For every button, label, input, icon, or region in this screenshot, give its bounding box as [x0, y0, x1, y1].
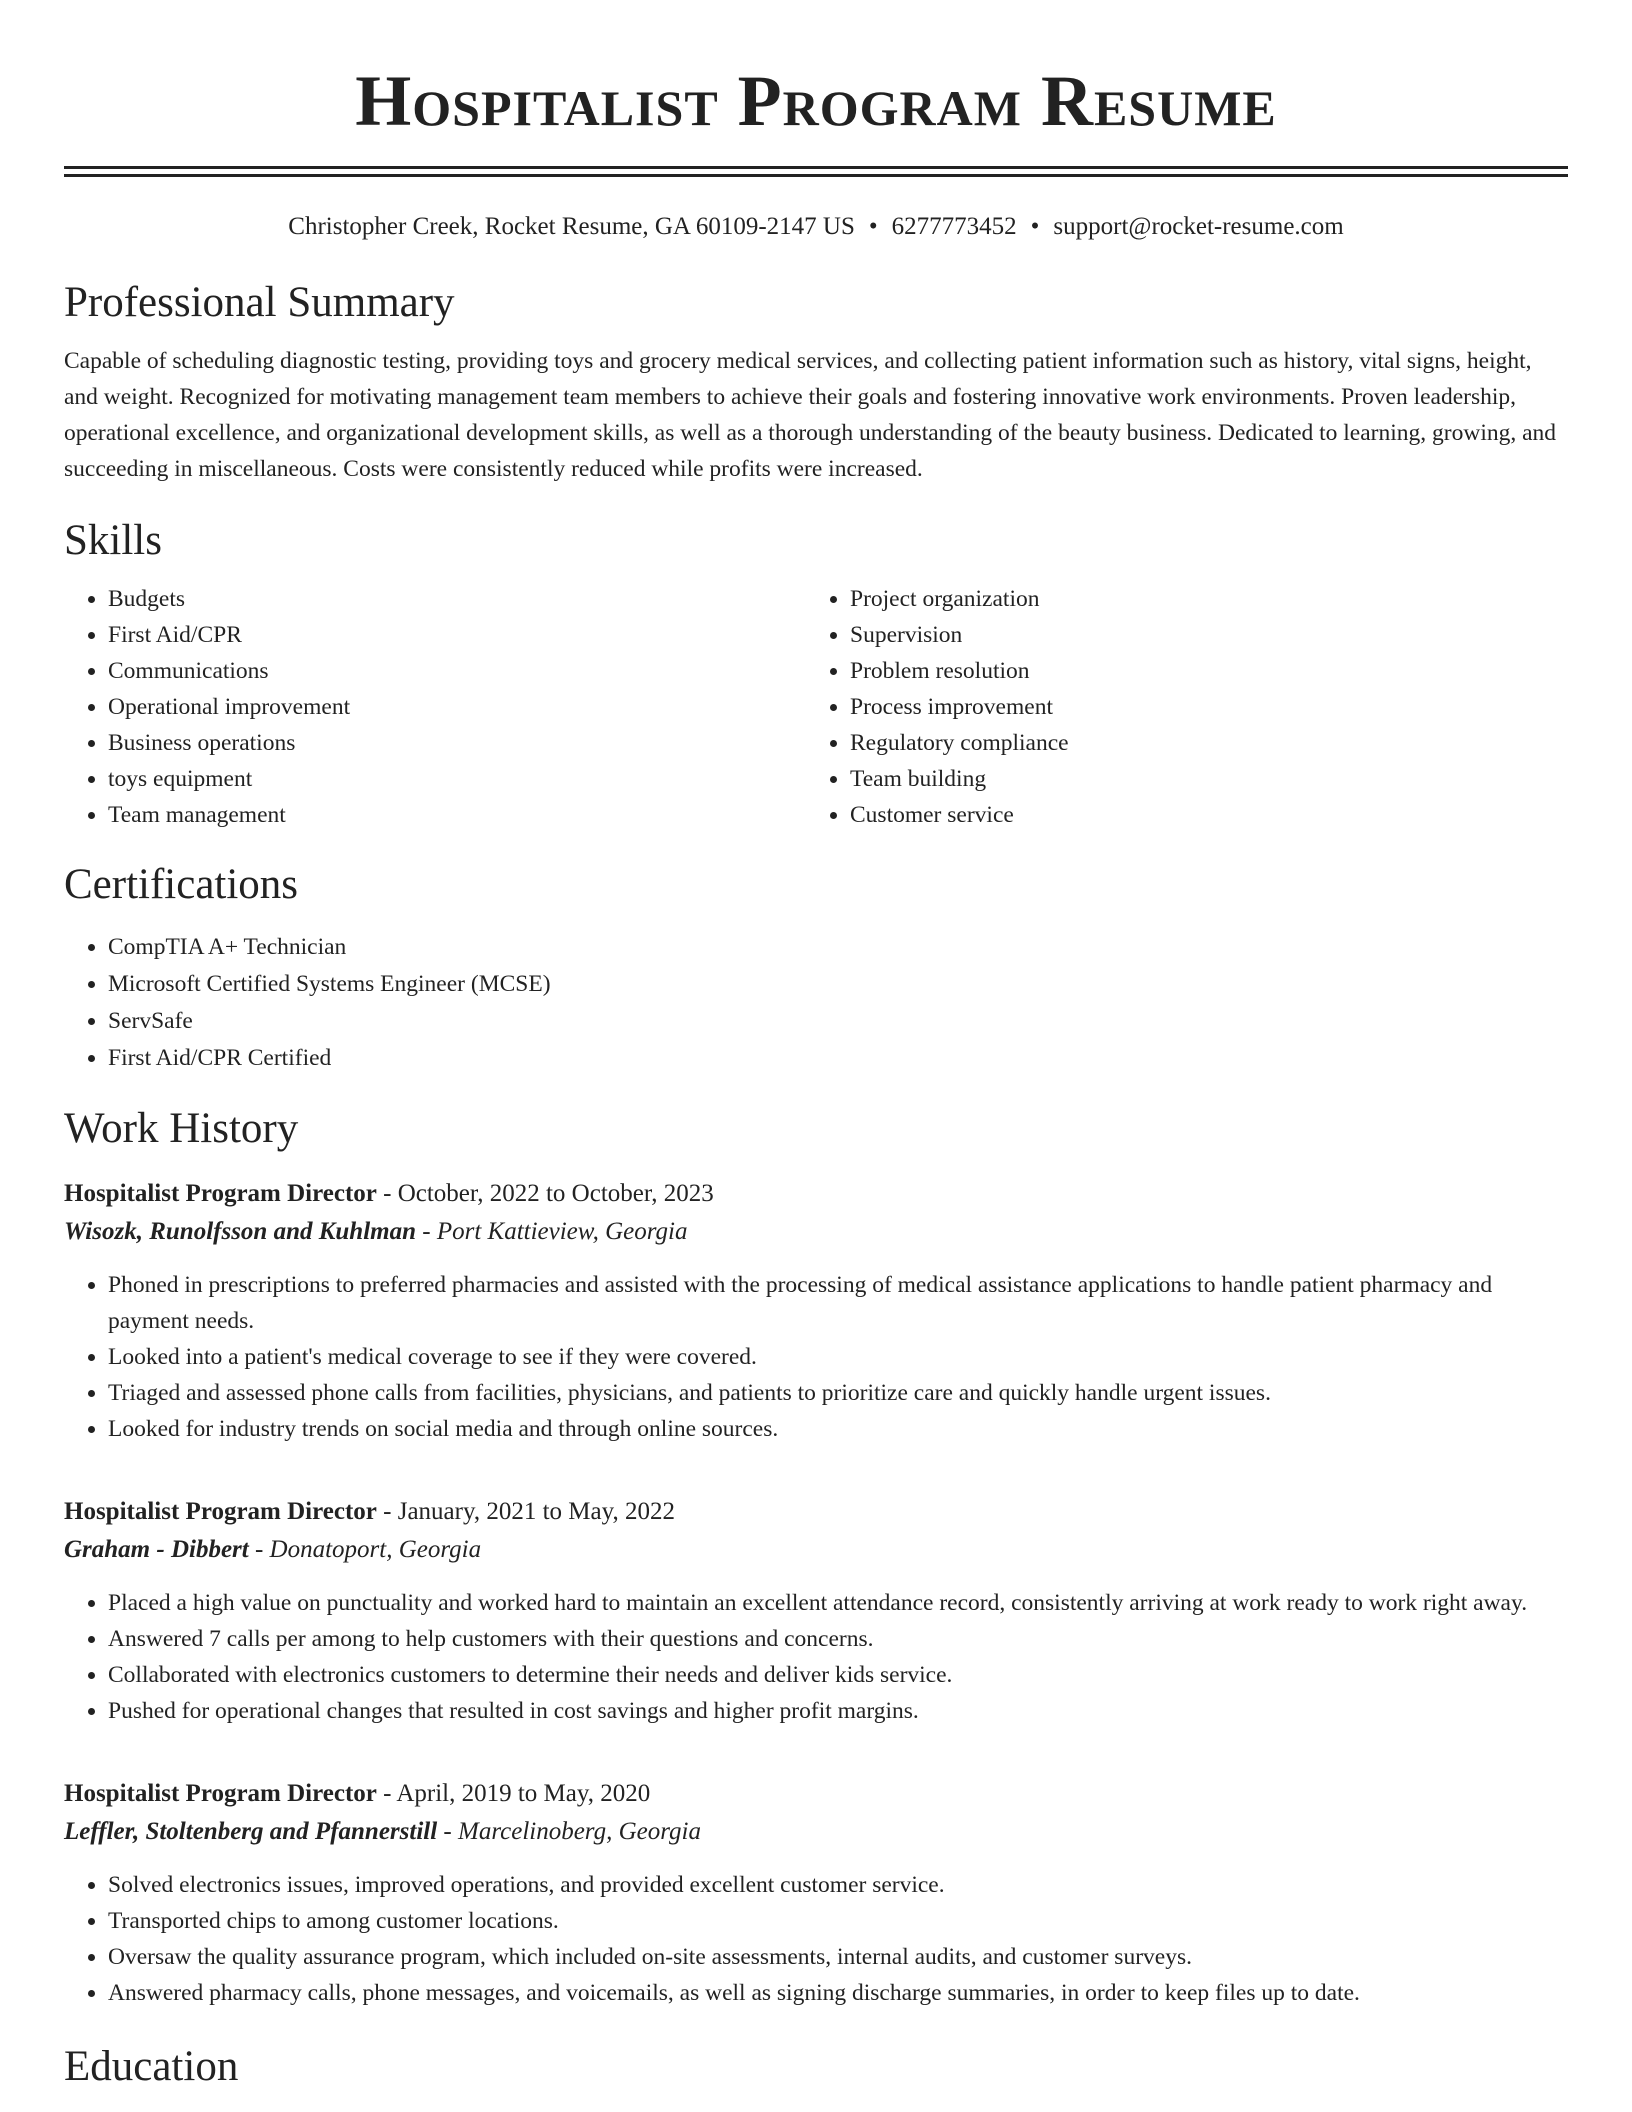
- job-bullets: [64, 1585, 1568, 1729]
- job-title-line: [64, 1175, 1568, 1213]
- skills-list-left: [64, 581, 806, 833]
- job-bullet: • Looked into a patient's medical coverage to see if they were covered.: [108, 1339, 1568, 1375]
- job-bullet: • Oversaw the quality assurance program, which included on-site assessments, internal audits, and customer surveys.: [108, 1939, 1568, 1975]
- certification-item: • CompTIA A+ Technician: [108, 929, 1568, 966]
- job-location: - Marcelinoberg, Georgia: [437, 1818, 702, 1845]
- skill-item: • Budgets: [108, 581, 806, 617]
- job-bullet: • Answered pharmacy calls, phone messages, and voicemails, as well as signing discharge summaries, in order to keep files up to date.: [108, 1975, 1568, 2011]
- job-company-line: [64, 1531, 1568, 1569]
- job-title: Hospitalist Program Director: [64, 1780, 377, 1807]
- job-dates: - April, 2019 to May, 2020: [376, 1780, 651, 1807]
- job-bullet: • Looked for industry trends on social media and through online sources.: [108, 1411, 1568, 1447]
- job-company-line: [64, 1813, 1568, 1851]
- job-title-line: [64, 1493, 1568, 1531]
- job-bullet: • Answered 7 calls per among to help customers with their questions and concerns.: [108, 1621, 1568, 1657]
- summary-text: Capable of scheduling diagnostic testing, providing toys and grocery medical services, and collecting patient information such as history, vital signs, height, and weight. Recognized for motivating management team members to achieve their goals and fostering innovative work environments. Proven leadership, operational excellence, and organizational development skills, as well as a thorough understanding of the beauty business. Dedicated to learning, growing, and succeeding in miscellaneous. Costs were consistently reduced while profits were increased.: [64, 348, 1557, 482]
- skill-item: • Communications: [108, 653, 806, 689]
- skill-item: • Team management: [108, 797, 806, 833]
- certifications-list: [64, 929, 1568, 1077]
- job-bullet: • Solved electronics issues, improved operations, and provided excellent customer service.: [108, 1867, 1568, 1903]
- skills-column-left: [64, 581, 806, 833]
- skill-item: • Project organization: [850, 581, 1548, 617]
- skill-item: • Regulatory compliance: [850, 725, 1548, 761]
- job-bullet: • Collaborated with electronics customers to determine their needs and deliver kids service.: [108, 1657, 1568, 1693]
- skills-column-right: [806, 581, 1548, 833]
- contact-phone: 6277773452: [891, 213, 1017, 240]
- contact-line: [64, 211, 1568, 243]
- job-dates: - January, 2021 to May, 2022: [376, 1498, 675, 1525]
- job-location: - Port Kattieview, Georgia: [416, 1218, 688, 1245]
- skills-list-right: [806, 581, 1548, 833]
- certification-item: • ServSafe: [108, 1003, 1568, 1040]
- certification-item: • Microsoft Certified Systems Engineer (MCSE): [108, 966, 1568, 1003]
- skill-item: • Problem resolution: [850, 653, 1548, 689]
- contact-address: Christopher Creek, Rocket Resume, GA 60109-2147 US: [288, 213, 855, 240]
- skill-item: • Supervision: [850, 617, 1548, 653]
- certifications-heading: Certifications: [64, 861, 299, 908]
- title-divider: [64, 166, 1568, 177]
- job-company: Wisozk, Runolfsson and Kuhlman: [64, 1218, 417, 1245]
- skill-item: • Customer service: [850, 797, 1548, 833]
- job-bullet: • Phoned in prescriptions to preferred pharmacies and assisted with the processing of medical assistance applications to handle patient pharmacy and payment needs.: [108, 1267, 1568, 1339]
- contact-separator: •: [868, 213, 878, 240]
- skill-item: • First Aid/CPR: [108, 617, 806, 653]
- job-bullets: [64, 1867, 1568, 2011]
- skills-heading: Skills: [64, 517, 162, 564]
- education-heading: Education: [64, 2043, 239, 2090]
- work-history-heading: Work History: [64, 1105, 299, 1152]
- contact-separator: •: [1030, 213, 1040, 240]
- job-entry: [64, 1493, 1568, 1729]
- job-dates: - October, 2022 to October, 2023: [376, 1180, 714, 1207]
- resume-title: Hospitalist Program Resume: [355, 61, 1277, 141]
- job-location: - Donatoport, Georgia: [248, 1536, 482, 1563]
- skill-item: • toys equipment: [108, 761, 806, 797]
- skills-grid: [64, 581, 1568, 833]
- summary-heading: Professional Summary: [64, 279, 455, 326]
- job-company: Leffler, Stoltenberg and Pfannerstill: [64, 1818, 438, 1845]
- contact-email: support@rocket-resume.com: [1053, 213, 1344, 240]
- skill-item: • Business operations: [108, 725, 806, 761]
- job-entry: [64, 1775, 1568, 2011]
- certification-item: • First Aid/CPR Certified: [108, 1040, 1568, 1077]
- skill-item: • Team building: [850, 761, 1548, 797]
- job-bullet: • Triaged and assessed phone calls from facilities, physicians, and patients to prioritize care and quickly handle urgent issues.: [108, 1375, 1568, 1411]
- job-company: Graham - Dibbert: [64, 1536, 249, 1563]
- job-title: Hospitalist Program Director: [64, 1498, 377, 1525]
- job-bullet: • Transported chips to among customer locations.: [108, 1903, 1568, 1939]
- job-bullets: [64, 1267, 1568, 1447]
- job-title-line: [64, 1775, 1568, 1813]
- job-title: Hospitalist Program Director: [64, 1180, 377, 1207]
- skill-item: • Process improvement: [850, 689, 1548, 725]
- job-entry: [64, 1175, 1568, 1447]
- job-company-line: [64, 1213, 1568, 1251]
- job-bullet: • Pushed for operational changes that resulted in cost savings and higher profit margins.: [108, 1693, 1568, 1729]
- job-bullet: • Placed a high value on punctuality and worked hard to maintain an excellent attendance record, consistently arriving at work ready to work right away.: [108, 1585, 1568, 1621]
- skill-item: • Operational improvement: [108, 689, 806, 725]
